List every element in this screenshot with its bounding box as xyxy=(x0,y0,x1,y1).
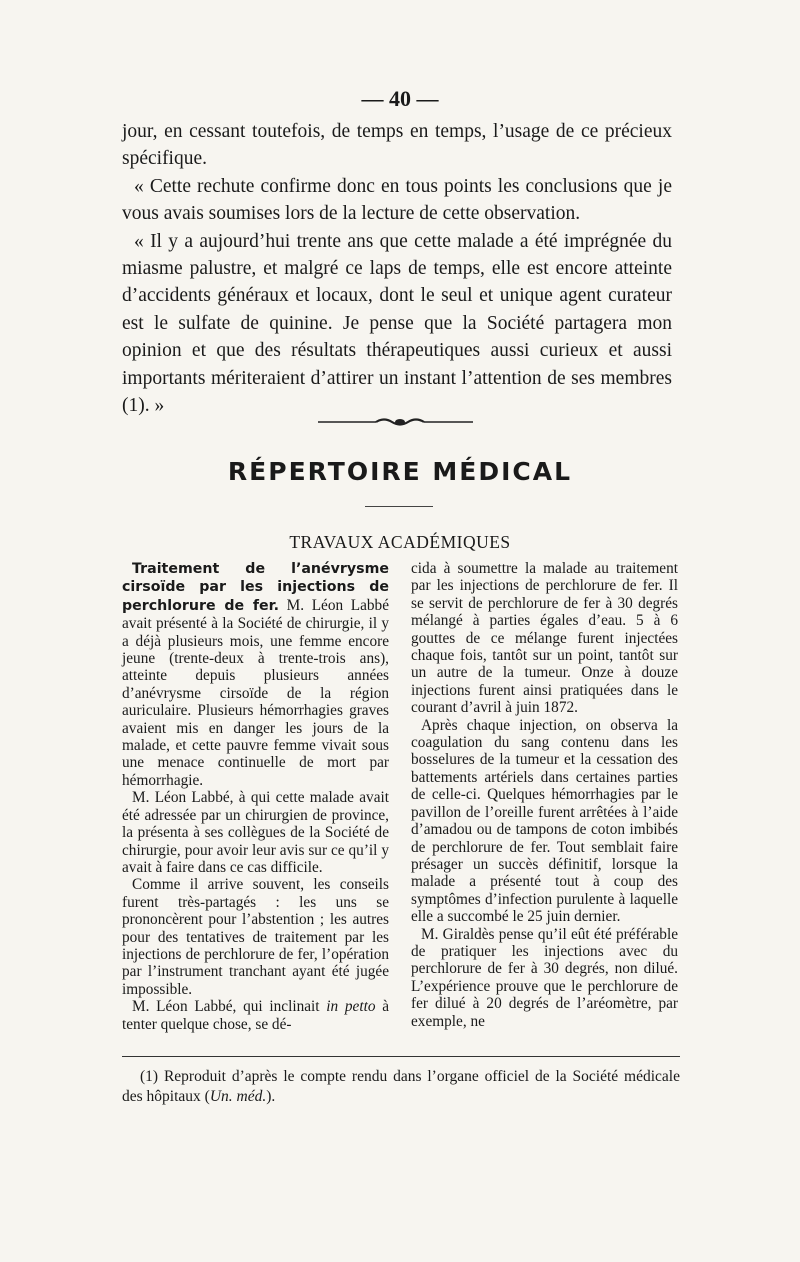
footnote-italic: Un. méd. xyxy=(209,1088,267,1105)
article-title: Traitement de l’anévrysme cirsoïde par les injections de perchlorure de fer. xyxy=(122,561,389,614)
paragraph: Après chaque injection, on observa la coagulation du sang contenu dans les bosselures de la tumeur et la cessation des battements artériels dans certaines parties de celle-ci. Quelques hémorrhagies par le pavillon de l’oreille furent arrêtées à l’aide d’amadou ou de tampons de coton imbibés de perchlorure de fer. Tout semblait faire présager un succès définitif, lorsque la malade a présenté tout à coup des symptômes d’infection purulente à laquelle elle a succombé le 25 juin dernier. xyxy=(411,716,678,926)
footnote-text-start: (1) Reproduit d’après le compte rendu dans l’organe officiel de la Société médicale des hôpitaux ( xyxy=(122,1068,680,1105)
section-title: RÉPERTOIRE MÉDICAL xyxy=(227,457,573,486)
paragraph: « Cette rechute confirme donc en tous points les conclusions que je vous avais soumises lors de la lecture de cette observation. xyxy=(122,175,672,225)
paragraph xyxy=(122,560,389,789)
short-rule xyxy=(365,506,433,507)
subsection-title: TRAVAUX ACADÉMIQUES xyxy=(289,532,511,552)
paragraph xyxy=(122,998,389,1033)
left-column xyxy=(122,560,389,1033)
paragraph-text: M. Léon Labbé avait présenté à la Société de chirurgie, il y a déjà plusieurs mois, une femme encore jeune (trente-deux à trente-trois ans), atteinte depuis plusieurs années d’anévrysme cirsoïde de la région auriculaire. Plusieurs hémorrhagies graves avaient mis en danger les jours de la malade, et cette pauvre femme vivait sous une menace continuelle de mort par hémorrhagie. xyxy=(122,596,389,789)
footnote-rule xyxy=(122,1056,680,1057)
paragraph: M. Léon Labbé, à qui cette malade avait été adressée par un chirurgien de province, la présenta à ses collègues de la Société de chirurgie, pour avoir leur avis sur ce qu’il y avait à faire dans ce cas difficile. xyxy=(122,789,389,876)
paragraph: jour, en cessant toutefois, de temps en temps, l’usage de ce précieux spécifique. xyxy=(122,121,672,170)
ornament-divider xyxy=(318,416,473,428)
paragraph-text: M. Léon Labbé, qui inclinait xyxy=(132,998,327,1016)
paragraph-text: à tenter quelque chose, se dé- xyxy=(122,998,389,1033)
page-number: — 40 — xyxy=(361,86,439,111)
footnote-text xyxy=(122,1067,680,1107)
paragraph: Comme il arrive souvent, les conseils furent très-partagés : les uns se prononcèrent pour l’abstention ; les autres pour des tentatives de traitement par les injections de perchlorure de fer, l’opération par l’instrument tranchant ayant été jugée impossible. xyxy=(122,876,389,998)
footnote-text-end: ). xyxy=(266,1088,276,1105)
right-column xyxy=(411,560,678,1030)
paragraph: cida à soumettre la malade au traitement par les injections de perchlorure de fer. Il se servit de perchlorure de fer à 30 degrés mélangé à parties égales d’eau. 5 à 6 gouttes de ce mélange furent injectées chaque fois, tantôt sur un point, tantôt sur un autre de la tumeur. Onze à douze injections furent ainsi pratiquées dans le courant d’avril à juin 1872. xyxy=(411,560,678,717)
upper-text-block xyxy=(122,118,672,419)
footnote xyxy=(122,1067,680,1107)
paragraph: M. Giraldès pense qu’il eût été préférable de pratiquer les injections avec du perchlorure de fer à 30 degrés, non dilué. L’expérience prouve que le perchlorure de fer dilué à 20 degrés de l’aréomètre, par exemple, ne xyxy=(411,925,678,1030)
paragraph: « Il y a aujourd’hui trente ans que cette malade a été imprégnée du miasme palustre, et malgré ce laps de temps, elle est encore atteinte d’accidents généraux et locaux, dont le seul et unique agent curateur est le sulfate de quinine. Je pense que la Société partagera mon opinion et que des résultats thérapeutiques aussi curieux et aussi importants mériteraient d’attirer un instant l’attention de ses membres (1). » xyxy=(122,230,672,417)
italic-text: in petto xyxy=(326,998,376,1016)
